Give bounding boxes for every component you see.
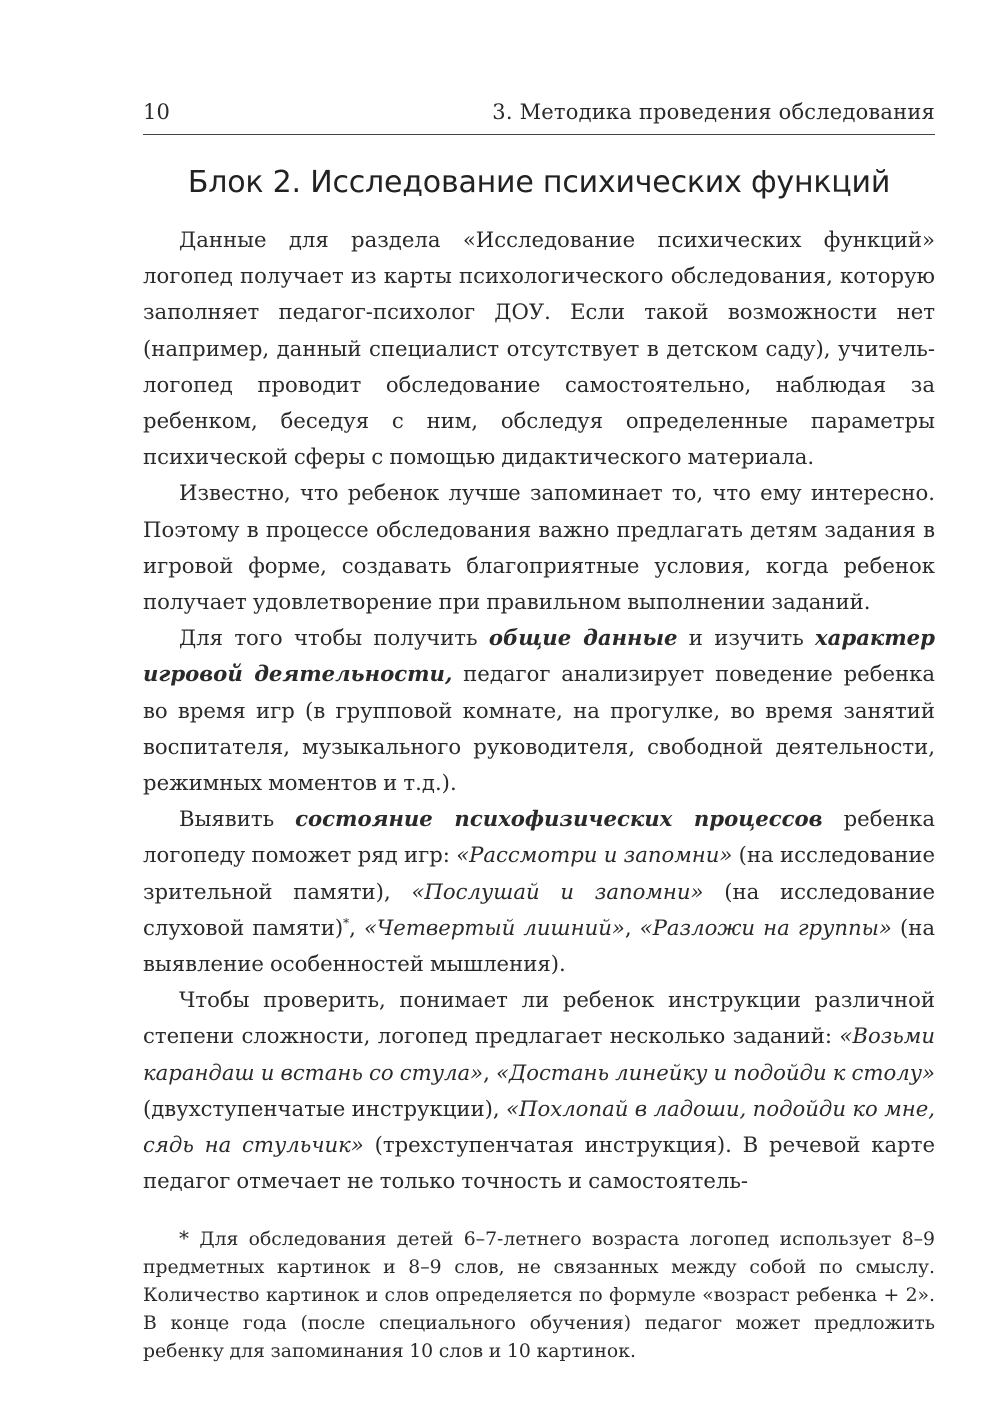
text-run: (двухступенчатые инструкции), (143, 1095, 507, 1121)
footnote-text (143, 1225, 935, 1365)
game-title: «Разложи на группы» (639, 914, 892, 940)
paragraph-2: Известно, что ребенок лучше запоминает то, что ему интересно. Поэтому в процессе обследования важно предлагать детям задания в игровой форме, создавать благоприятные условия, когда ребенок получает удовлетворение при правильном выполнении заданий. (143, 480, 935, 615)
game-title: «Послушай и запомни» (411, 878, 704, 904)
footnote-body: Для обследования детей 6–7-летнего возраста логопед использует 8–9 предметных картинок и 8–9 слов, не связанных между собой по смыслу. Количество картинок и слов определяется по формуле «возраст ребенка + 2». В конце года (после специального обучения) педагог может предложить ребенку для запоминания 10 слов и 10 картинок. (143, 1229, 935, 1362)
paragraph-4 (143, 801, 935, 982)
text-run: Чтобы проверить, понимает ли ребенок инструкции различной степени сложности, логопед предлагает несколько заданий: (143, 987, 935, 1049)
footnote (143, 1225, 935, 1365)
game-title: «Рассмотри и запомни» (456, 842, 733, 868)
text-run: (трехступенчатая инструкция). В речевой карте педагог отмечает не только точность и самостоятель- (143, 1132, 935, 1194)
body-text (143, 222, 935, 1199)
text-run: (на исследование зрительной памяти), (143, 842, 935, 904)
text-run: , (349, 914, 364, 940)
text-run: , (483, 1059, 496, 1085)
footnote-mark: * (179, 1226, 189, 1251)
text-run: Для того чтобы получить (179, 625, 489, 651)
text-run: (на выявление особенностей мышления). (143, 914, 935, 977)
text-run: Выявить (179, 806, 296, 832)
text-run: педагог анализирует поведение ребенка во время игр (в групповой комнате, на прогулке, во время занятий воспитателя, музыкального руководителя, свободной деятельности, режимных моментов и т.д.). (143, 661, 936, 796)
book-page (143, 100, 935, 1365)
paragraph-3 (143, 620, 935, 801)
page-number: 10 (143, 100, 171, 124)
section-title: Блок 2. Исследование психических функций (187, 165, 891, 200)
instruction-quote: «Похлопай в ладоши, подойди ко мне, сядь на стульчик» (143, 1095, 935, 1158)
text-run: , (624, 914, 640, 940)
instruction-quote: «Достань линейку и подойди к столу» (496, 1059, 935, 1085)
chapter-title: 3. Методика проведения обследования (492, 100, 935, 124)
running-header (143, 100, 935, 135)
text-run: и изучить (677, 625, 816, 651)
emphasis-psychophysical-processes: состояние психофизических процессов (295, 806, 823, 832)
game-title: «Четвертый лишний» (363, 914, 625, 940)
emphasis-general-data: общие данные (488, 625, 678, 651)
paragraph-5 (143, 982, 935, 1199)
paragraph-1: Данные для раздела «Исследование психических функций» логопед получает из карты психологического обследования, которую заполняет педагог-психолог ДОУ. Если такой возможности нет (например, данный специалист отсутствует в детском саду), учитель-логопед проводит обследование самостоятельно, наблюдая за ребенком, беседуя с ним, обследуя определенные параметры психической сферы с помощью дидактического материала. (143, 227, 935, 470)
emphasis-play-activity: характер игровой деятельности, (143, 625, 935, 687)
text-run: (на исследование слуховой памяти) (143, 878, 935, 940)
instruction-quote: «Возьми карандаш и встань со стула» (143, 1023, 935, 1085)
footnote-reference: * (343, 915, 350, 930)
text-run: ребенка логопеду поможет ряд игр: (143, 806, 935, 868)
